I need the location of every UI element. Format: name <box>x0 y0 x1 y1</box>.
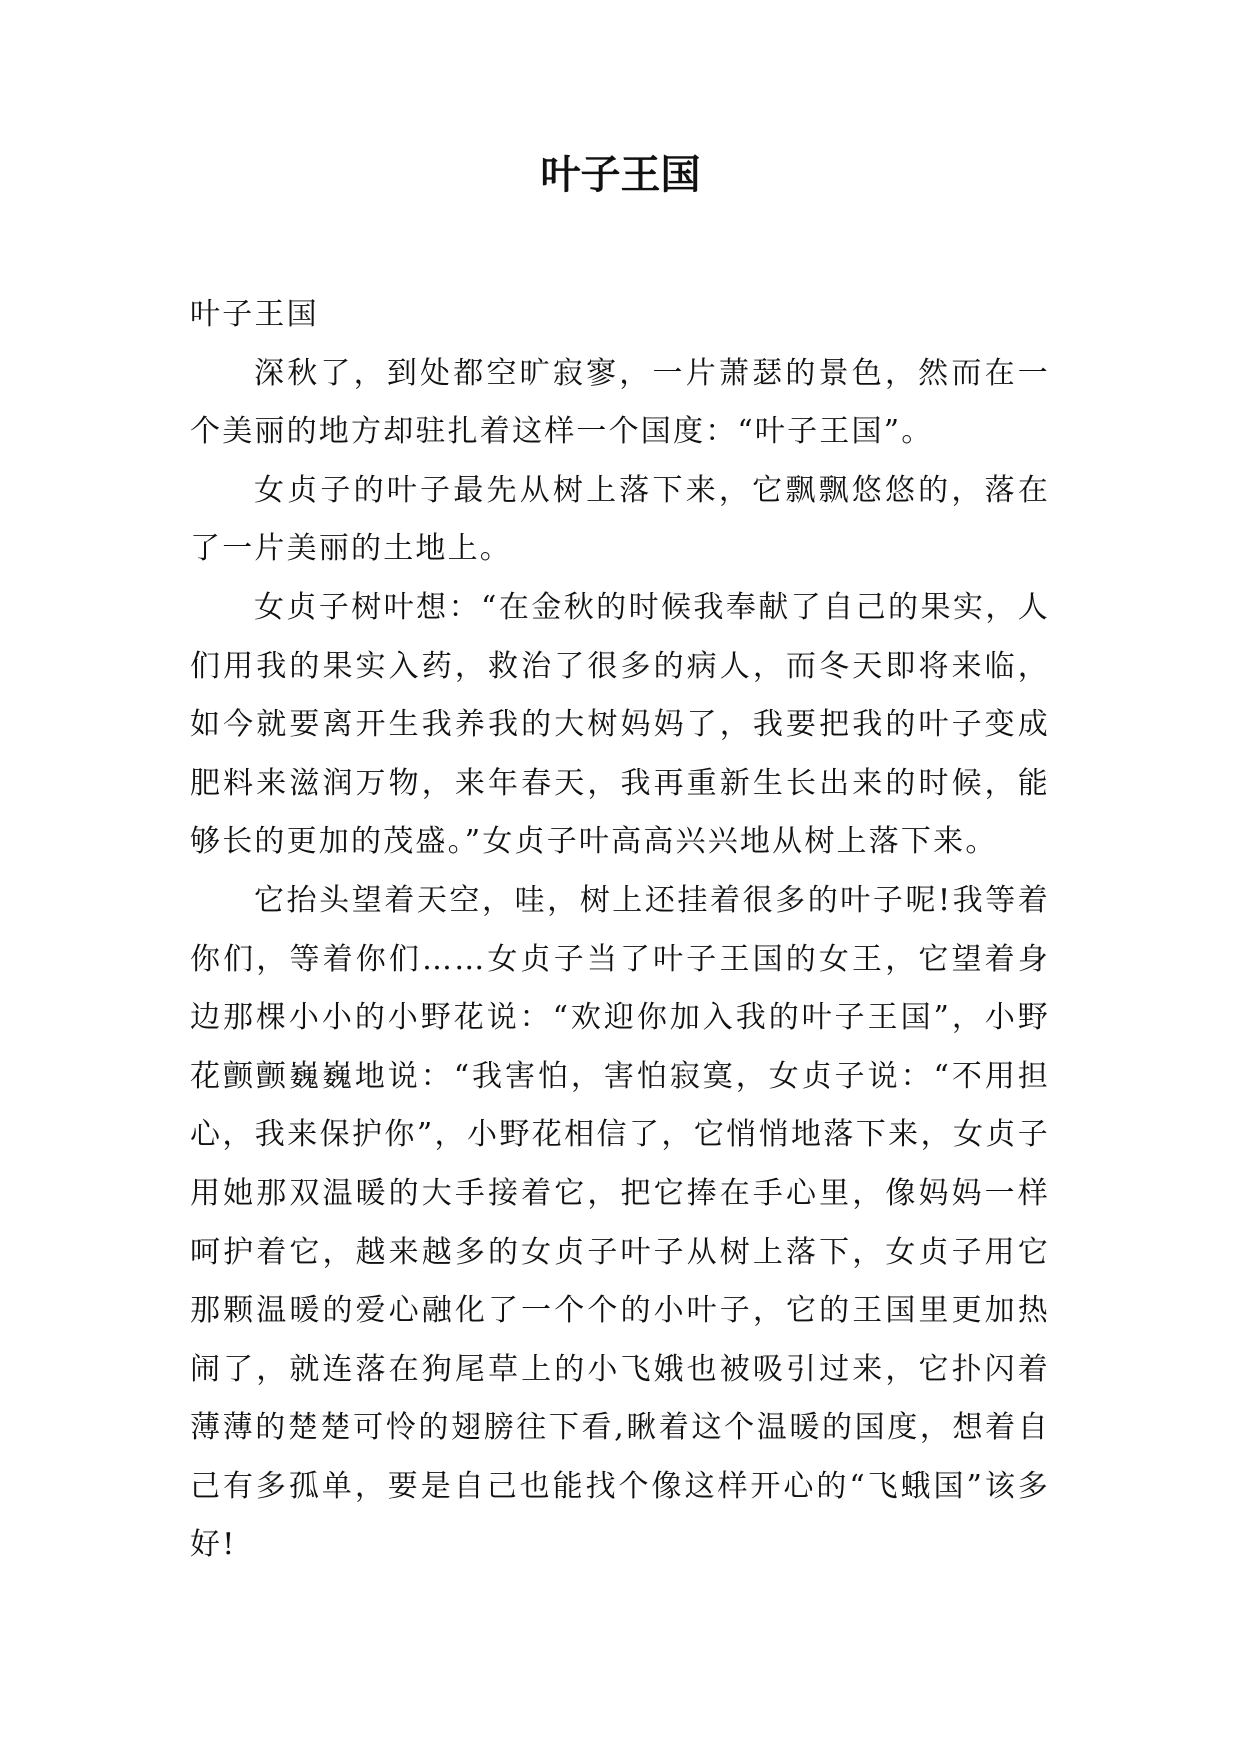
subtitle-line: 叶子王国 <box>190 297 319 332</box>
document-body <box>190 286 1050 1575</box>
paragraph-3: 女贞子树叶想：“在金秋的时候我奉献了自己的果实，人们用我的果实入药，救治了很多的病人，而冬天即将来临，如今就要离开生我养我的大树妈妈了，我要把我的叶子变成肥料来滋润万物，来年春天，我再重新生长出来的时候，能够长的更加的茂盛。”女贞子叶高高兴兴地从树上落下来。 <box>190 589 1050 860</box>
document-title: 叶子王国 <box>540 152 701 198</box>
paragraph-2: 女贞子的叶子最先从树上落下来，它飘飘悠悠的，落在了一片美丽的土地上。 <box>190 472 1050 567</box>
paragraph-4: 它抬头望着天空，哇，树上还挂着很多的叶子呢!我等着你们，等着你们……女贞子当了叶子王国的女王，它望着身边那棵小小的小野花说：“欢迎你加入我的叶子王国”，小野花颤颤巍巍地说：“我害怕，害怕寂寞，女贞子说：“不用担心，我来保护你”，小野花相信了，它悄悄地落下来，女贞子用她那双温暖的大手接着它，把它捧在手心里，像妈妈一样呵护着它，越来越多的女贞子叶子从树上落下，女贞子用它那颗温暖的爱心融化了一个个的小叶子，它的王国里更加热闹了，就连落在狗尾草上的小飞娥也被吸引过来，它扑闪着薄薄的楚楚可怜的翅膀往下看,瞅着这个温暖的国度，想着自己有多孤单，要是自己也能找个像这样开心的“飞蛾国”该多好! <box>190 882 1050 1563</box>
paragraph-1: 深秋了，到处都空旷寂寥，一片萧瑟的景色，然而在一个美丽的地方却驻扎着这样一个国度：“叶子王国”。 <box>190 355 1050 450</box>
